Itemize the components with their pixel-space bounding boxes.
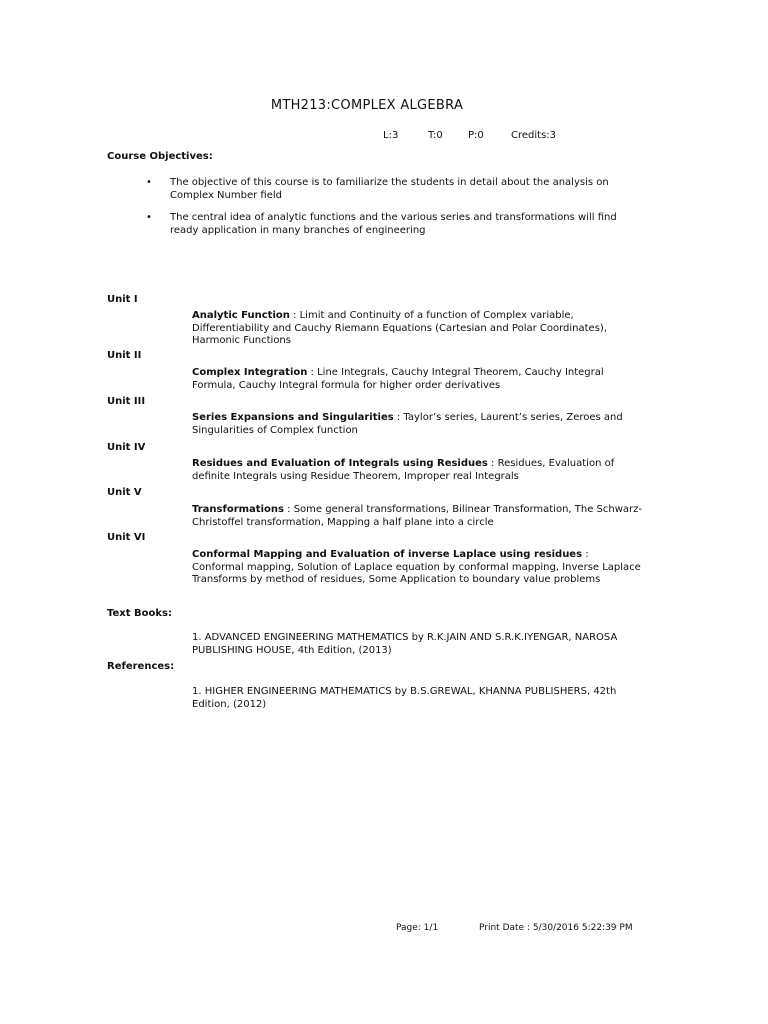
unit-content: Line Integrals, Cauchy Integral Theorem, Cauchy Integral Formula, Cauchy Integral formula for higher order derivatives xyxy=(192,367,604,391)
credits: Credits:3 xyxy=(511,130,557,141)
unit-label: Unit II xyxy=(107,350,142,361)
unit-content: Residues, Evaluation of definite Integrals using Residue Theorem, Improper real Integrals xyxy=(192,458,615,482)
lecture-hours: L:3 xyxy=(383,130,399,141)
unit-description xyxy=(192,412,642,437)
unit-topic: Conformal Mapping and Evaluation of inverse Laplace using residues xyxy=(192,549,583,560)
unit-separator: : xyxy=(393,412,404,423)
unit-description xyxy=(192,310,642,348)
page-number: Page: 1/1 xyxy=(396,923,439,933)
unit-label: Unit V xyxy=(107,487,142,498)
unit-separator: : xyxy=(487,458,498,469)
course-title: MTH213:COMPLEX ALGEBRA xyxy=(270,98,464,113)
unit-separator: : xyxy=(582,549,589,560)
unit-content: Conformal mapping, Solution of Laplace equation by conformal mapping, Inverse Laplace Transforms by method of residues, Some Application to boundary value problems xyxy=(192,561,641,585)
course-objectives-heading: Course Objectives: xyxy=(107,151,213,162)
unit-content: Some general transformations, Bilinear Transformation, The Schwarz-Christoffel transformation, Mapping a half plane into a circle xyxy=(192,504,643,528)
unit-label: Unit I xyxy=(107,294,138,305)
unit-content: Taylor’s series, Laurent’s series, Zeroes and Singularities of Complex function xyxy=(192,412,623,436)
unit-description xyxy=(192,504,642,529)
unit-separator: : xyxy=(307,367,318,378)
print-date: Print Date : 5/30/2016 5:22:39 PM xyxy=(479,923,633,933)
unit-label: Unit VI xyxy=(107,532,146,543)
practical-hours: P:0 xyxy=(468,130,484,141)
text-book-item: 1. ADVANCED ENGINEERING MATHEMATICS by R.K.JAIN AND S.R.K.IYENGAR, NAROSA PUBLISHING HOUSE, 4th Edition, (2013) xyxy=(192,632,618,656)
objectives-list xyxy=(146,176,646,237)
unit-topic: Analytic Function xyxy=(192,310,290,321)
unit-topic: Series Expansions and Singularities xyxy=(192,412,394,423)
unit-label: Unit III xyxy=(107,396,146,407)
objective-text: The central idea of analytic functions and the various series and transformations will find ready application in many branches of engineering xyxy=(170,212,617,236)
unit-description xyxy=(192,367,642,392)
unit-topic: Transformations xyxy=(192,504,284,515)
objective-text: The objective of this course is to familiarize the students in detail about the analysis on Complex Number field xyxy=(170,177,609,201)
bullet-icon: • xyxy=(146,212,152,223)
objective-item xyxy=(146,176,646,202)
unit-topic: Complex Integration xyxy=(192,367,308,378)
unit-separator: : xyxy=(289,310,300,321)
bullet-icon: • xyxy=(146,177,152,188)
text-books-heading: Text Books: xyxy=(107,608,172,619)
unit-label: Unit IV xyxy=(107,442,146,453)
unit-content: Limit and Continuity of a function of Complex variable, Differentiability and Cauchy Riemann Equations (Cartesian and Polar Coordinates), Harmonic Functions xyxy=(192,310,607,346)
tutorial-hours: T:0 xyxy=(428,130,443,141)
objective-item xyxy=(146,211,646,237)
reference-item: 1. HIGHER ENGINEERING MATHEMATICS by B.S.GREWAL, KHANNA PUBLISHERS, 42th Edition, (2012) xyxy=(192,686,617,710)
unit-topic: Residues and Evaluation of Integrals using Residues xyxy=(192,458,488,469)
unit-separator: : xyxy=(283,504,294,515)
unit-description xyxy=(192,549,642,587)
unit-description xyxy=(192,458,642,483)
references-heading: References: xyxy=(107,661,175,672)
